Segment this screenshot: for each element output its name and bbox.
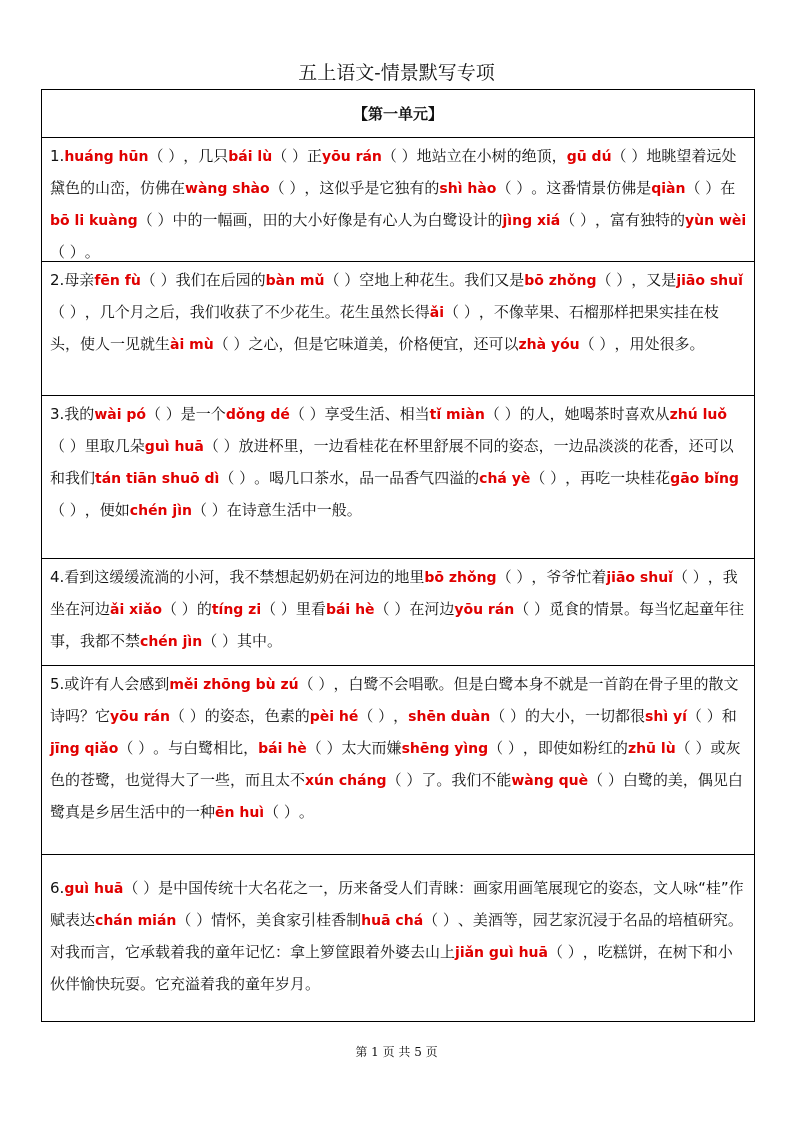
answer-blank[interactable]: （ ） <box>611 147 647 165</box>
pinyin-word: jīng qiǎo <box>50 741 119 757</box>
pinyin-word: guì huā <box>64 881 124 897</box>
pinyin-word: bàn mǔ <box>265 273 325 289</box>
question-text: ，即使如粉红的 <box>522 739 628 757</box>
question-text: 里取几朵 <box>84 437 145 455</box>
answer-blank[interactable]: （ ） <box>381 147 417 165</box>
question-text: ，富有独特的 <box>595 211 686 229</box>
pinyin-word: qiàn <box>651 181 686 197</box>
question-text: 6. <box>50 879 65 897</box>
answer-blank[interactable]: （ ） <box>374 600 410 618</box>
answer-blank[interactable]: （ ） <box>496 179 532 197</box>
question-text: 在诗意生活中一般。 <box>226 501 362 519</box>
page-title: 五上语文-情景默写专项 <box>298 62 495 84</box>
question-text: 1. <box>50 147 65 165</box>
question-text: 是中国传统十大名花之一，历来备受人们青睐：画家用画笔展现它的姿态，文人咏“桂”作赋表达 <box>50 879 744 929</box>
answer-blank[interactable]: （ ） <box>596 271 632 289</box>
exercise-table <box>41 89 755 1022</box>
pinyin-word: jìng xiá <box>502 213 561 229</box>
question-text: 、美酒等，园艺家沉浸于名品的培植研究。对我而言，它承载着我的童年记忆：拿上箩筐跟着外婆去山上 <box>50 911 743 961</box>
pinyin-word: chén jìn <box>140 634 203 650</box>
answer-blank[interactable]: （ ） <box>123 879 159 897</box>
pinyin-word: měi zhōng bù zú <box>169 677 299 693</box>
answer-blank[interactable]: （ ） <box>191 501 227 519</box>
question-text: ，几个月之后，我们收获了不少花生。花生虽然长得 <box>84 303 430 321</box>
question-5 <box>42 666 754 855</box>
pinyin-word: pèi hé <box>309 709 359 725</box>
answer-blank[interactable]: （ ） <box>514 600 550 618</box>
question-text: 情怀，美食家引桂香制 <box>211 911 362 929</box>
answer-blank[interactable]: （ ） <box>176 911 212 929</box>
question-text: 白鹭的美，偶见白鹭真是乡居生活中的一种 <box>50 771 743 821</box>
pinyin-word: ēn huì <box>215 805 265 821</box>
answer-blank[interactable]: （ ） <box>137 211 173 229</box>
pinyin-word: huáng hūn <box>64 149 149 165</box>
unit-header: 【第一单元】 <box>42 90 754 138</box>
question-text: ，不像苹果、石榴那样把果实挂在枝头，使人一见就生 <box>50 303 719 353</box>
answer-blank[interactable]: （ ） <box>358 707 394 725</box>
answer-blank[interactable]: （ ） <box>118 739 154 757</box>
question-text: 。与白鹭相比， <box>153 739 259 757</box>
pinyin-word: bái hè <box>325 602 375 618</box>
question-3 <box>42 396 754 559</box>
pinyin-word: shì hào <box>439 181 497 197</box>
question-text: ，我坐在河边 <box>50 568 738 618</box>
question-text: 4.看到这缓缓流淌的小河，我不禁想起奶奶在河边的地里 <box>50 568 425 586</box>
question-text: ，便如 <box>84 501 130 519</box>
answer-blank[interactable]: （ ） <box>675 739 711 757</box>
answer-blank[interactable]: （ ） <box>169 707 205 725</box>
answer-blank[interactable]: （ ） <box>146 405 181 423</box>
answer-blank[interactable]: （ ） <box>213 335 249 353</box>
question-6 <box>42 855 754 1021</box>
question-text: ，用处很多。 <box>614 335 705 353</box>
answer-blank[interactable]: （ ） <box>298 675 334 693</box>
pinyin-word: xún cháng <box>305 773 387 789</box>
pinyin-word: guì huā <box>144 439 204 455</box>
question-text: 地眺望着远处黛色的山峦，仿佛在 <box>50 147 737 197</box>
answer-blank[interactable]: （ ） <box>423 911 458 929</box>
answer-blank[interactable]: （ ） <box>264 803 299 821</box>
answer-blank[interactable]: （ ） <box>672 568 708 586</box>
answer-blank[interactable]: （ ） <box>324 271 360 289</box>
answer-blank[interactable]: （ ） <box>686 707 722 725</box>
question-text: 。这番情景仿佛是 <box>531 179 652 197</box>
question-text: 空地上种花生。我们又是 <box>359 271 525 289</box>
pinyin-word: tán tiān shuō dì <box>95 471 220 487</box>
question-text: 享受生活、相当 <box>324 405 430 423</box>
pinyin-word: bō zhǒng <box>524 273 597 289</box>
pinyin-word: yōu rán <box>110 709 170 725</box>
question-text: 中的一幅画，田的大小好像是有心人为白鹭设计的 <box>172 211 503 229</box>
question-text: 的人，她喝茶时喜欢从 <box>519 405 670 423</box>
question-text: 的大小，一切都很 <box>525 707 646 725</box>
answer-blank[interactable]: （ ） <box>50 243 85 261</box>
question-text: 地站立在小树的绝顶， <box>416 147 567 165</box>
question-text: 之心，但是它味道美，价格便宜，还可以 <box>248 335 519 353</box>
answer-blank[interactable]: （ ） <box>50 303 85 321</box>
pinyin-word: gāo bǐng <box>670 471 739 487</box>
pinyin-word: shì yí <box>645 709 687 725</box>
pinyin-word: zhà yóu <box>518 337 580 353</box>
pinyin-word: shēng yìng <box>401 741 489 757</box>
pinyin-word: zhú luǒ <box>669 407 727 423</box>
answer-blank[interactable]: （ ） <box>588 771 623 789</box>
pinyin-word: chán mián <box>95 913 177 929</box>
question-text: 觅食的情景。每当忆起童年往事，我都不禁 <box>50 600 745 650</box>
pinyin-word: fēn fù <box>94 273 141 289</box>
pinyin-word: chén jìn <box>129 503 192 519</box>
answer-blank[interactable]: （ ） <box>547 943 583 961</box>
question-text: 和 <box>721 707 737 725</box>
question-text: 2.母亲 <box>50 271 95 289</box>
pinyin-word: wàng què <box>511 773 589 789</box>
question-text: ，几只 <box>183 147 229 165</box>
question-text: 的 <box>196 600 212 618</box>
answer-blank[interactable]: （ ） <box>261 600 296 618</box>
question-text: ，吃糕饼，在树下和小伙伴愉快玩耍。它充溢着我的童年岁月。 <box>50 943 733 993</box>
question-text: 的姿态，色素的 <box>204 707 310 725</box>
answer-blank[interactable]: （ ） <box>202 632 237 650</box>
answer-blank[interactable]: （ ） <box>219 469 255 487</box>
question-2 <box>42 262 754 396</box>
pinyin-word: chá yè <box>479 471 531 487</box>
pinyin-word: jiāo shuǐ <box>676 273 743 289</box>
answer-blank[interactable]: （ ） <box>148 147 184 165</box>
pinyin-word: yùn wèi <box>685 213 747 229</box>
question-text: 5.或许有人会感到 <box>50 675 170 693</box>
answer-blank[interactable]: （ ） <box>289 405 325 423</box>
pinyin-word: ǎi xiǎo <box>110 602 163 618</box>
question-4 <box>42 559 754 666</box>
answer-blank[interactable]: （ ） <box>203 437 239 455</box>
question-text: ， <box>393 707 409 725</box>
question-text: ，爷爷忙着 <box>531 568 607 586</box>
pinyin-word: ǎi <box>429 305 445 321</box>
pinyin-word: tíng zi <box>211 602 262 618</box>
question-text: 是一个 <box>180 405 226 423</box>
pinyin-word: yōu rán <box>321 149 382 165</box>
question-text: 了。我们不能 <box>421 771 512 789</box>
question-text: ，又是 <box>631 271 677 289</box>
answer-blank[interactable]: （ ） <box>162 600 197 618</box>
question-text: ，再吃一块桂花 <box>565 469 671 487</box>
pinyin-word: bái hè <box>258 741 307 757</box>
answer-blank[interactable]: （ ） <box>50 501 85 519</box>
question-1 <box>42 138 754 262</box>
question-text: 或灰色的苍鹭，也觉得大了一些，而且太不 <box>50 739 741 789</box>
question-text: 。喝几口茶水，品一品香气四溢的 <box>254 469 480 487</box>
pinyin-word: gū dú <box>566 149 612 165</box>
pinyin-word: shēn duàn <box>408 709 491 725</box>
question-text: 在河边 <box>409 600 455 618</box>
pinyin-word: wài pó <box>94 407 147 423</box>
pinyin-word: jiāo shuǐ <box>606 570 673 586</box>
answer-blank[interactable]: （ ） <box>386 771 422 789</box>
answer-blank[interactable]: （ ） <box>685 179 721 197</box>
answer-blank[interactable]: （ ） <box>560 211 596 229</box>
question-text: 里看 <box>295 600 326 618</box>
answer-blank[interactable]: （ ） <box>272 147 307 165</box>
question-text: 我们在后园的 <box>175 271 266 289</box>
question-text: 在 <box>720 179 736 197</box>
pinyin-word: ài mù <box>170 337 214 353</box>
answer-blank[interactable]: （ ） <box>444 303 479 321</box>
pinyin-word: yōu rán <box>454 602 515 618</box>
answer-blank[interactable]: （ ） <box>269 179 305 197</box>
answer-blank[interactable]: （ ） <box>488 739 523 757</box>
pinyin-word: bō li kuàng <box>50 213 138 229</box>
question-text: ，这似乎是它独有的 <box>304 179 440 197</box>
answer-blank[interactable]: （ ） <box>140 271 176 289</box>
question-text: 。 <box>298 803 314 821</box>
answer-blank[interactable]: （ ） <box>50 437 85 455</box>
question-text: 其中。 <box>236 632 282 650</box>
pinyin-word: wàng shào <box>185 181 270 197</box>
pinyin-word: zhū lù <box>627 741 676 757</box>
question-text: 3.我的 <box>50 405 95 423</box>
question-text: 太大而嫌 <box>341 739 402 757</box>
question-text: ，白鹭不会唱歌。但是白鹭本身不就是一首韵在骨子里的散文诗吗？它 <box>50 675 739 725</box>
answer-blank[interactable]: （ ） <box>530 469 566 487</box>
answer-blank[interactable]: （ ） <box>306 739 342 757</box>
question-text: 正 <box>306 147 322 165</box>
pinyin-word: tǐ miàn <box>429 407 485 423</box>
question-text: 放进杯里，一边看桂花在杯里舒展不同的姿态，一边品淡淡的花香，还可以和我们 <box>50 437 734 487</box>
answer-blank[interactable]: （ ） <box>496 568 532 586</box>
pinyin-word: dǒng dé <box>225 407 290 423</box>
pinyin-word: bái lù <box>228 149 273 165</box>
pinyin-word: jiǎn guì huā <box>455 945 548 961</box>
pinyin-word: huā chá <box>361 913 424 929</box>
answer-blank[interactable]: （ ） <box>490 707 525 725</box>
page-footer: 第 1 页 共 5 页 <box>355 1045 438 1059</box>
pinyin-word: bō zhǒng <box>424 570 497 586</box>
answer-blank[interactable]: （ ） <box>484 405 520 423</box>
question-text: 。 <box>84 243 100 261</box>
answer-blank[interactable]: （ ） <box>579 335 615 353</box>
